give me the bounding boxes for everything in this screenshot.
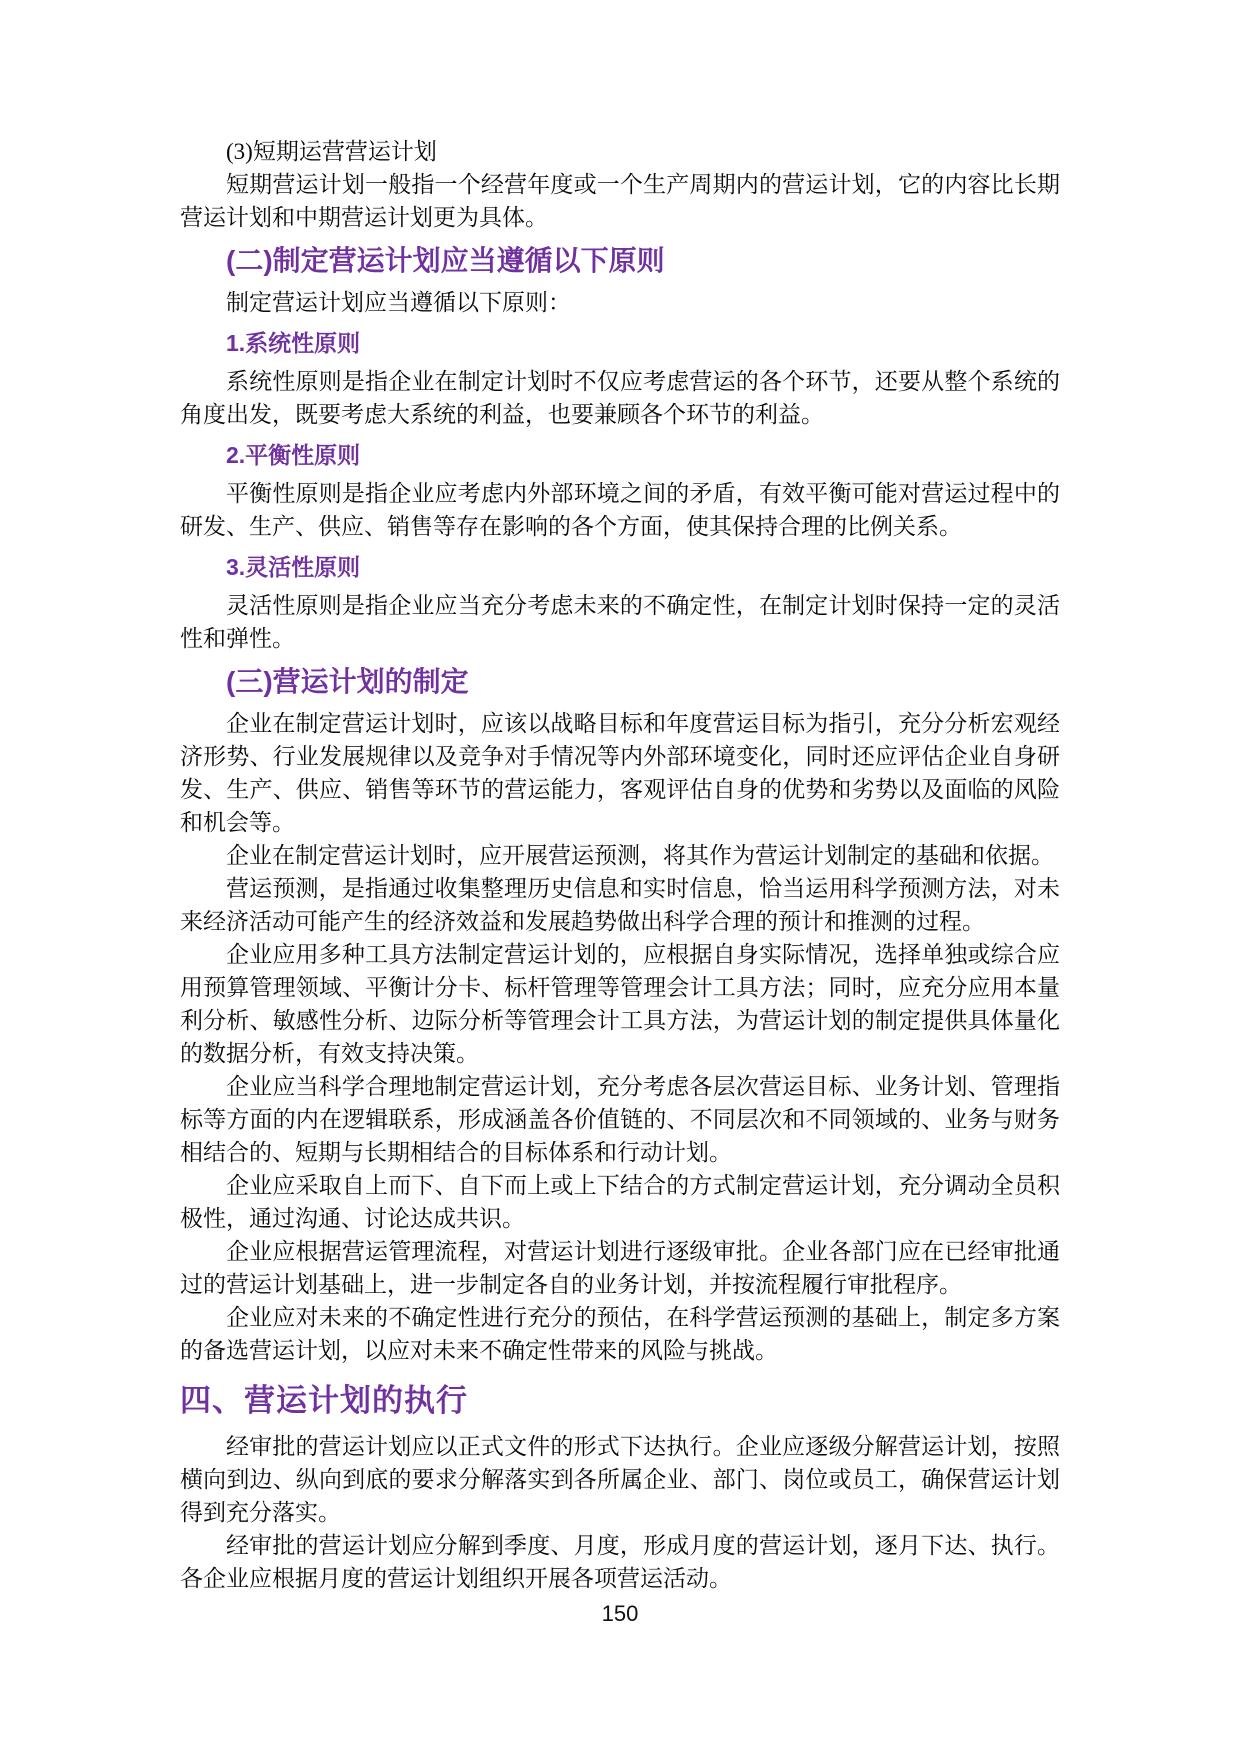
paragraph: 企业应当科学合理地制定营运计划，充分考虑各层次营运目标、业务计划、管理指标等方面的内在逻辑联系，形成涵盖各价值链的、不同层次和不同领域的、业务与财务相结合的、短期与长期相结合的目标体系和行动计划。: [180, 1074, 1060, 1165]
document-body: [180, 135, 1060, 1595]
paragraph: 平衡性原则是指企业应考虑内外部环境之间的矛盾，有效平衡可能对营运过程中的研发、生产、供应、销售等存在影响的各个方面，使其保持合理的比例关系。: [180, 481, 1060, 539]
section-heading-h1: 四、营运计划的执行: [180, 1383, 468, 1418]
section-heading-h3: 1.系统性原则: [226, 330, 361, 356]
paragraph: 短期营运计划一般指一个经营年度或一个生产周期内的营运计划，它的内容比长期营运计划和中期营运计划更为具体。: [180, 172, 1060, 230]
paragraph: 企业在制定营运计划时，应该以战略目标和年度营运目标为指引，充分分析宏观经济形势、行业发展规律以及竞争对手情况等内外部环境变化，同时还应评估企业自身研发、生产、供应、销售等环节的营运能力，客观评估自身的优势和劣势以及面临的风险和机会等。: [180, 711, 1060, 835]
paragraph: 企业应用多种工具方法制定营运计划的，应根据自身实际情况，选择单独或综合应用预算管理领域、平衡计分卡、标杆管理等管理会计工具方法；同时，应充分应用本量利分析、敏感性分析、边际分析等管理会计工具方法，为营运计划的制定提供具体量化的数据分析，有效支持决策。: [180, 942, 1060, 1066]
paragraph: 经审批的营运计划应分解到季度、月度，形成月度的营运计划，逐月下达、执行。各企业应根据月度的营运计划组织开展各项营运活动。: [180, 1533, 1060, 1591]
section-heading-h2: (三)营运计划的制定: [226, 666, 469, 697]
paragraph: (3)短期运营营运计划: [226, 139, 437, 164]
paragraph: 制定营运计划应当遵循以下原则：: [226, 290, 571, 315]
paragraph: 企业在制定营运计划时，应开展营运预测，将其作为营运计划制定的基础和依据。: [226, 843, 1054, 868]
section-heading-h2: (二)制定营运计划应当遵循以下原则: [226, 245, 665, 276]
section-heading-h3: 3.灵活性原则: [226, 554, 361, 580]
paragraph: 经审批的营运计划应以正式文件的形式下达执行。企业应逐级分解营运计划，按照横向到边、纵向到底的要求分解落实到各所属企业、部门、岗位或员工，确保营运计划得到充分落实。: [180, 1434, 1060, 1525]
section-heading-h3: 2.平衡性原则: [226, 442, 361, 468]
paragraph: 企业应对未来的不确定性进行充分的预估，在科学营运预测的基础上，制定多方案的备选营运计划，以应对未来不确定性带来的风险与挑战。: [180, 1305, 1060, 1363]
paragraph: 营运预测，是指通过收集整理历史信息和实时信息，恰当运用科学预测方法，对未来经济活动可能产生的经济效益和发展趋势做出科学合理的预计和推测的过程。: [180, 876, 1060, 934]
paragraph: 企业应采取自上而下、自下而上或上下结合的方式制定营运计划，充分调动全员积极性，通过沟通、讨论达成共识。: [180, 1173, 1060, 1231]
paragraph: 系统性原则是指企业在制定计划时不仅应考虑营运的各个环节，还要从整个系统的角度出发，既要考虑大系统的利益，也要兼顾各个环节的利益。: [180, 369, 1060, 427]
paragraph: 灵活性原则是指企业应当充分考虑未来的不确定性，在制定计划时保持一定的灵活性和弹性。: [180, 593, 1060, 651]
page-number: 150: [601, 1601, 639, 1626]
paragraph: 企业应根据营运管理流程，对营运计划进行逐级审批。企业各部门应在已经审批通过的营运计划基础上，进一步制定各自的业务计划，并按流程履行审批程序。: [180, 1239, 1060, 1297]
